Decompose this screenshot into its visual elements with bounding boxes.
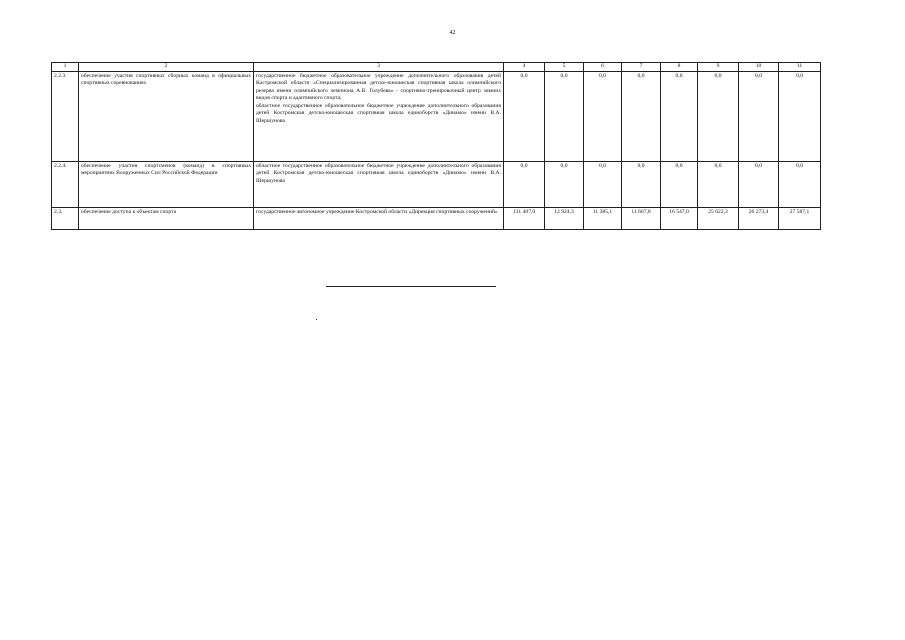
table-row (52, 162, 821, 208)
value-cell: 25 022,3 (698, 208, 739, 230)
value-cell: 26 273,4 (739, 208, 779, 230)
executor-text: областное государственное образовательное бюджетное учреждение дополнительного образования детей Костромская детско-юношеская спортивная школа единоборств «Динамо» имени В.А. Шершунова (256, 162, 501, 184)
executor-text: государственное автономное учреждение Костромской области «Дирекция спортивных сооружений» (256, 208, 498, 215)
column-header-10: 10 (739, 63, 779, 72)
table-row (52, 208, 821, 230)
column-header-4: 4 (504, 63, 545, 72)
value-cell: 0,0 (779, 72, 821, 162)
value-cell: 0,0 (779, 162, 821, 208)
column-header-6: 6 (584, 63, 622, 72)
column-header-7: 7 (622, 63, 661, 72)
value-cell: 0,0 (661, 72, 698, 162)
value-cell: 0,0 (739, 72, 779, 162)
value-cell: 0,0 (698, 162, 739, 208)
column-header-3: 3 (254, 63, 504, 72)
value-cell: 0,0 (584, 72, 622, 162)
budget-table (51, 62, 821, 230)
value-cell: 0,0 (545, 162, 584, 208)
row-code: 2.2.3. (52, 72, 79, 162)
row-measure: обеспечение участия спортивных сборных команд в официальных спортивных соревнованиях (79, 72, 254, 162)
value-cell: 0,0 (584, 162, 622, 208)
value-cell: 0,0 (504, 162, 545, 208)
value-cell: 0,0 (661, 162, 698, 208)
value-cell: 12 924,3 (545, 208, 584, 230)
row-code: 2.3. (52, 208, 79, 230)
value-cell: 27 587,1 (779, 208, 821, 230)
header-row (52, 63, 821, 72)
page-number: 42 (449, 30, 456, 36)
row-code: 2.2.4. (52, 162, 79, 208)
value-cell: 0,0 (504, 72, 545, 162)
column-header-11: 11 (779, 63, 821, 72)
row-measure: обеспечение участия спортсменов (команд) в спортивных мероприятиях Вооруженных Сил Российской Федерации (79, 162, 254, 208)
value-cell: 0,0 (739, 162, 779, 208)
row-executors (254, 72, 504, 162)
value-cell: 0,0 (622, 72, 661, 162)
value-cell: 16 547,0 (661, 208, 698, 230)
executor-text: областное государственное образовательное бюджетное учреждение дополнительного образования детей Костромская детско-юношеская спортивная школа единоборств «Динамо» имени В.А. Шершунова (256, 102, 501, 125)
column-header-9: 9 (698, 63, 739, 72)
table-row (52, 72, 821, 162)
separator-line (326, 286, 496, 287)
value-cell: 11 385,1 (584, 208, 622, 230)
row-executors (254, 162, 504, 208)
value-cell: 0,0 (698, 72, 739, 162)
column-header-8: 8 (661, 63, 698, 72)
executor-text: государственное бюджетное образовательное учреждение дополнительного образования детей Костромской области «Специализированная детско-юношеская спортивная школа олимпийского резерва имени олимпийского чемпиона А.В. Голубева» - спортивно-тренировочный центр зимних видов спорта и адаптивного спорта; (256, 72, 501, 102)
value-cell: 0,0 (545, 72, 584, 162)
row-executors (254, 208, 504, 230)
column-header-5: 5 (545, 63, 584, 72)
column-header-1: 1 (52, 63, 79, 72)
row-measure: обеспечение доступа к объектам спорта (79, 208, 254, 230)
value-cell: 131 407,0 (504, 208, 545, 230)
value-cell: 0,0 (622, 162, 661, 208)
column-header-2: 2 (79, 63, 254, 72)
value-cell: 11 667,8 (622, 208, 661, 230)
scan-dot (316, 319, 317, 320)
